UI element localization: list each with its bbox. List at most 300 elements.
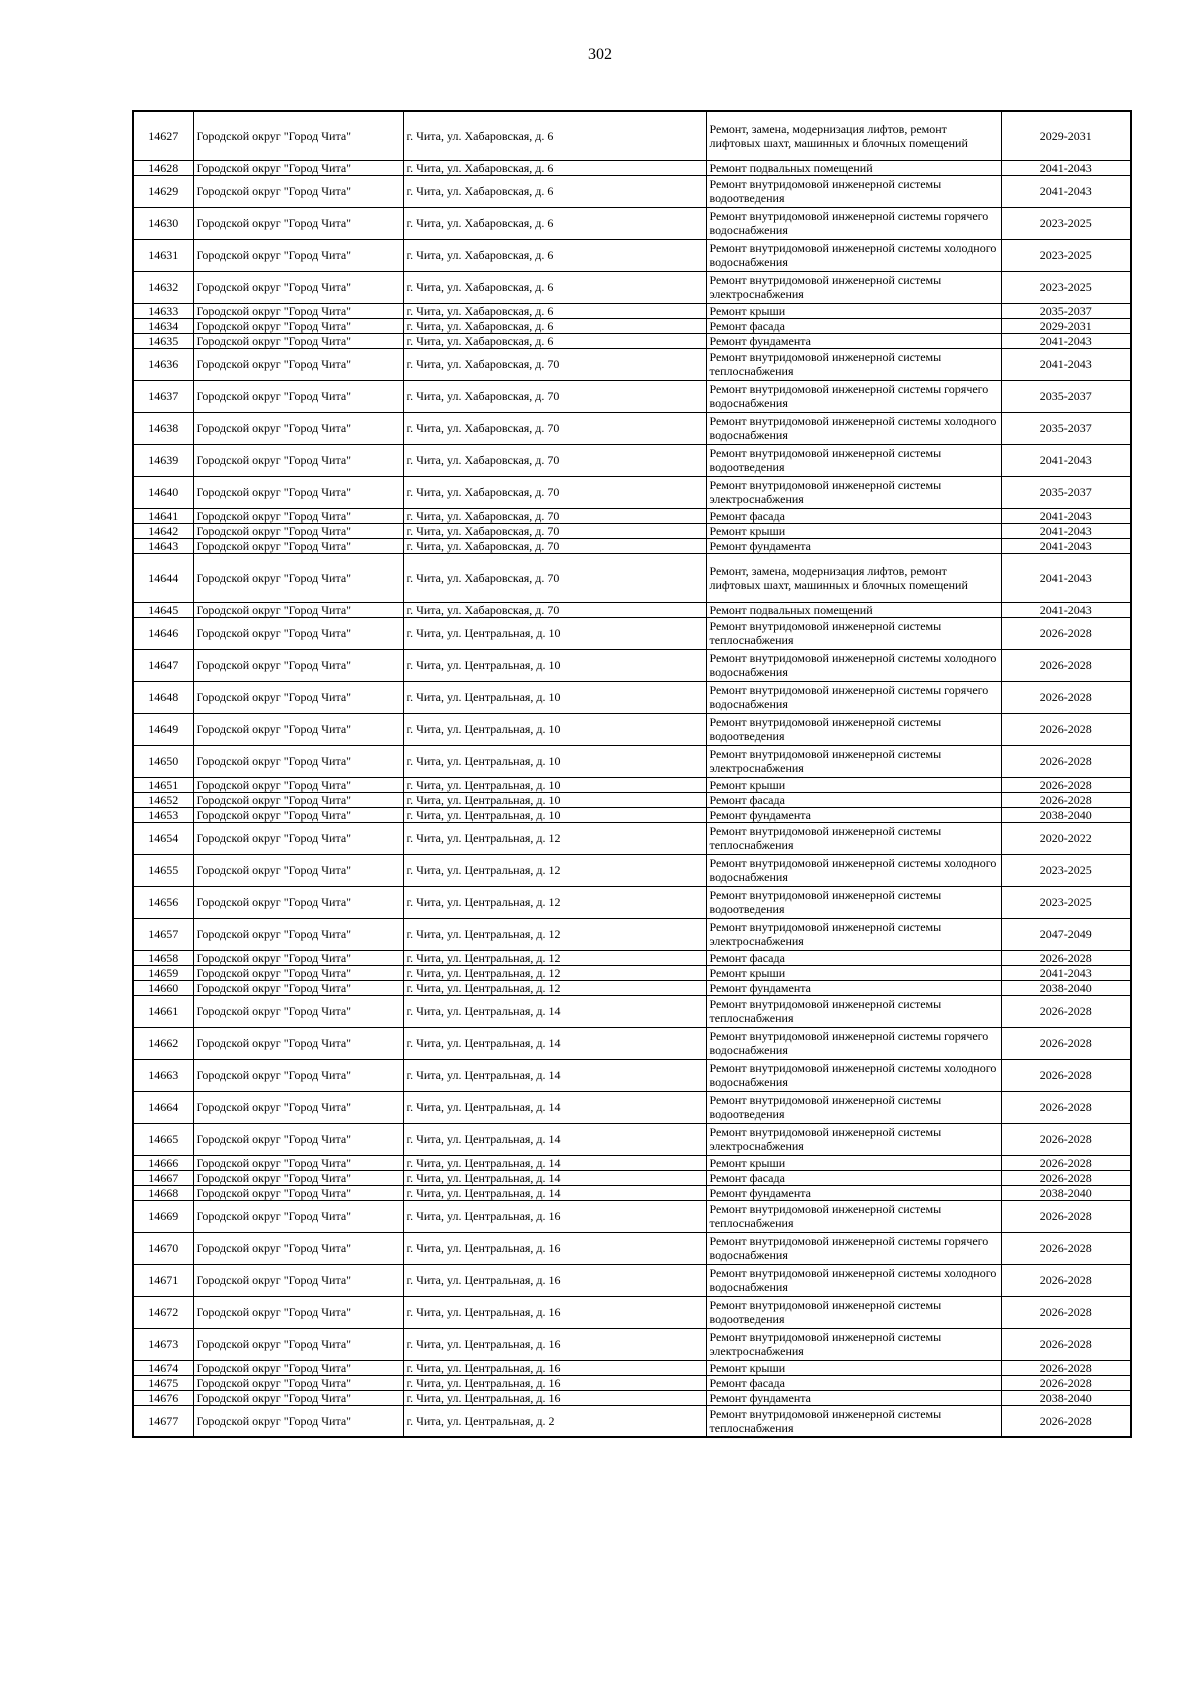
municipality-cell: Городской округ "Город Чита" <box>193 412 403 444</box>
table-row <box>133 1264 1131 1296</box>
municipality-cell: Городской округ "Город Чита" <box>193 523 403 538</box>
address-cell: г. Чита, ул. Хабаровская, д. 6 <box>403 111 706 160</box>
municipality-cell: Городской округ "Город Чита" <box>193 1328 403 1360</box>
address-cell: г. Чита, ул. Хабаровская, д. 6 <box>403 303 706 318</box>
municipality-cell: Городской округ "Город Чита" <box>193 1296 403 1328</box>
row-number: 14674 <box>133 1360 193 1375</box>
municipality-cell: Городской округ "Город Чита" <box>193 1185 403 1200</box>
row-number: 14629 <box>133 175 193 207</box>
row-number: 14657 <box>133 918 193 950</box>
work-type-cell: Ремонт внутридомовой инженерной системы горячего водоснабжения <box>706 1232 1001 1264</box>
address-cell: г. Чита, ул. Центральная, д. 10 <box>403 681 706 713</box>
period-cell: 2041-2043 <box>1001 175 1131 207</box>
work-type-cell: Ремонт крыши <box>706 965 1001 980</box>
row-number: 14672 <box>133 1296 193 1328</box>
row-number: 14648 <box>133 681 193 713</box>
row-number: 14627 <box>133 111 193 160</box>
row-number: 14662 <box>133 1027 193 1059</box>
period-cell: 2026-2028 <box>1001 995 1131 1027</box>
work-type-cell: Ремонт внутридомовой инженерной системы горячего водоснабжения <box>706 207 1001 239</box>
row-number: 14664 <box>133 1091 193 1123</box>
table-row <box>133 1027 1131 1059</box>
row-number: 14646 <box>133 617 193 649</box>
row-number: 14673 <box>133 1328 193 1360</box>
row-number: 14670 <box>133 1232 193 1264</box>
work-type-cell: Ремонт фундамента <box>706 980 1001 995</box>
municipality-cell: Городской округ "Город Чита" <box>193 1360 403 1375</box>
row-number: 14663 <box>133 1059 193 1091</box>
address-cell: г. Чита, ул. Хабаровская, д. 6 <box>403 239 706 271</box>
address-cell: г. Чита, ул. Центральная, д. 14 <box>403 1059 706 1091</box>
municipality-cell: Городской округ "Город Чита" <box>193 854 403 886</box>
address-cell: г. Чита, ул. Центральная, д. 14 <box>403 1027 706 1059</box>
table-row <box>133 918 1131 950</box>
address-cell: г. Чита, ул. Центральная, д. 14 <box>403 1170 706 1185</box>
table-row <box>133 1123 1131 1155</box>
period-cell: 2029-2031 <box>1001 111 1131 160</box>
work-type-cell: Ремонт внутридомовой инженерной системы теплоснабжения <box>706 348 1001 380</box>
period-cell: 2038-2040 <box>1001 1390 1131 1405</box>
work-type-cell: Ремонт внутридомовой инженерной системы электроснабжения <box>706 271 1001 303</box>
period-cell: 2023-2025 <box>1001 239 1131 271</box>
period-cell: 2023-2025 <box>1001 271 1131 303</box>
period-cell: 2041-2043 <box>1001 160 1131 175</box>
work-type-cell: Ремонт внутридомовой инженерной системы электроснабжения <box>706 476 1001 508</box>
work-type-cell: Ремонт внутридомовой инженерной системы водоотведения <box>706 1091 1001 1123</box>
table-row <box>133 239 1131 271</box>
table-row <box>133 523 1131 538</box>
municipality-cell: Городской округ "Город Чита" <box>193 1232 403 1264</box>
address-cell: г. Чита, ул. Центральная, д. 10 <box>403 649 706 681</box>
row-number: 14651 <box>133 777 193 792</box>
table-row <box>133 1296 1131 1328</box>
table-row <box>133 854 1131 886</box>
period-cell: 2026-2028 <box>1001 1360 1131 1375</box>
address-cell: г. Чита, ул. Хабаровская, д. 70 <box>403 602 706 617</box>
period-cell: 2026-2028 <box>1001 745 1131 777</box>
work-type-cell: Ремонт внутридомовой инженерной системы водоотведения <box>706 175 1001 207</box>
table-row <box>133 111 1131 160</box>
address-cell: г. Чита, ул. Центральная, д. 12 <box>403 965 706 980</box>
period-cell: 2026-2028 <box>1001 1296 1131 1328</box>
period-cell: 2035-2037 <box>1001 380 1131 412</box>
table-row <box>133 649 1131 681</box>
row-number: 14636 <box>133 348 193 380</box>
table-row <box>133 380 1131 412</box>
period-cell: 2041-2043 <box>1001 538 1131 553</box>
table-row <box>133 1390 1131 1405</box>
address-cell: г. Чита, ул. Хабаровская, д. 6 <box>403 207 706 239</box>
municipality-cell: Городской округ "Город Чита" <box>193 1091 403 1123</box>
address-cell: г. Чита, ул. Хабаровская, д. 70 <box>403 444 706 476</box>
work-type-cell: Ремонт крыши <box>706 777 1001 792</box>
municipality-cell: Городской округ "Город Чита" <box>193 1405 403 1437</box>
period-cell: 2026-2028 <box>1001 713 1131 745</box>
work-type-cell: Ремонт фасада <box>706 792 1001 807</box>
municipality-cell: Городской округ "Город Чита" <box>193 1123 403 1155</box>
work-type-cell: Ремонт фасада <box>706 1375 1001 1390</box>
address-cell: г. Чита, ул. Центральная, д. 12 <box>403 980 706 995</box>
period-cell: 2026-2028 <box>1001 777 1131 792</box>
period-cell: 2023-2025 <box>1001 207 1131 239</box>
municipality-cell: Городской округ "Город Чита" <box>193 508 403 523</box>
municipality-cell: Городской округ "Город Чита" <box>193 807 403 822</box>
row-number: 14650 <box>133 745 193 777</box>
row-number: 14655 <box>133 854 193 886</box>
address-cell: г. Чита, ул. Хабаровская, д. 70 <box>403 380 706 412</box>
period-cell: 2023-2025 <box>1001 886 1131 918</box>
period-cell: 2026-2028 <box>1001 1123 1131 1155</box>
period-cell: 2026-2028 <box>1001 1232 1131 1264</box>
period-cell: 2041-2043 <box>1001 348 1131 380</box>
period-cell: 2041-2043 <box>1001 508 1131 523</box>
work-type-cell: Ремонт внутридомовой инженерной системы электроснабжения <box>706 1123 1001 1155</box>
address-cell: г. Чита, ул. Хабаровская, д. 70 <box>403 538 706 553</box>
address-cell: г. Чита, ул. Хабаровская, д. 6 <box>403 160 706 175</box>
row-number: 14665 <box>133 1123 193 1155</box>
table-row <box>133 333 1131 348</box>
row-number: 14644 <box>133 553 193 602</box>
address-cell: г. Чита, ул. Центральная, д. 16 <box>403 1360 706 1375</box>
table-row <box>133 1155 1131 1170</box>
address-cell: г. Чита, ул. Хабаровская, д. 70 <box>403 523 706 538</box>
row-number: 14645 <box>133 602 193 617</box>
period-cell: 2026-2028 <box>1001 950 1131 965</box>
address-cell: г. Чита, ул. Центральная, д. 12 <box>403 950 706 965</box>
period-cell: 2041-2043 <box>1001 444 1131 476</box>
table-row <box>133 1405 1131 1437</box>
table-row <box>133 1091 1131 1123</box>
work-type-cell: Ремонт внутридомовой инженерной системы водоотведения <box>706 444 1001 476</box>
municipality-cell: Городской округ "Город Чита" <box>193 538 403 553</box>
address-cell: г. Чита, ул. Центральная, д. 10 <box>403 807 706 822</box>
municipality-cell: Городской округ "Город Чита" <box>193 348 403 380</box>
row-number: 14642 <box>133 523 193 538</box>
row-number: 14668 <box>133 1185 193 1200</box>
municipality-cell: Городской округ "Город Чита" <box>193 602 403 617</box>
address-cell: г. Чита, ул. Хабаровская, д. 70 <box>403 348 706 380</box>
work-type-cell: Ремонт фундамента <box>706 1390 1001 1405</box>
table-row <box>133 207 1131 239</box>
work-type-cell: Ремонт крыши <box>706 523 1001 538</box>
period-cell: 2026-2028 <box>1001 1170 1131 1185</box>
work-type-cell: Ремонт фундамента <box>706 807 1001 822</box>
period-cell: 2026-2028 <box>1001 649 1131 681</box>
address-cell: г. Чита, ул. Центральная, д. 16 <box>403 1264 706 1296</box>
row-number: 14669 <box>133 1200 193 1232</box>
period-cell: 2026-2028 <box>1001 1091 1131 1123</box>
address-cell: г. Чита, ул. Хабаровская, д. 6 <box>403 271 706 303</box>
period-cell: 2026-2028 <box>1001 681 1131 713</box>
row-number: 14638 <box>133 412 193 444</box>
municipality-cell: Городской округ "Город Чита" <box>193 792 403 807</box>
work-type-cell: Ремонт подвальных помещений <box>706 160 1001 175</box>
table-row <box>133 1170 1131 1185</box>
row-number: 14660 <box>133 980 193 995</box>
municipality-cell: Городской округ "Город Чита" <box>193 303 403 318</box>
row-number: 14641 <box>133 508 193 523</box>
work-type-cell: Ремонт фундамента <box>706 538 1001 553</box>
work-type-cell: Ремонт фасада <box>706 1170 1001 1185</box>
municipality-cell: Городской округ "Город Чита" <box>193 822 403 854</box>
page-number: 302 <box>588 46 612 63</box>
row-number: 14630 <box>133 207 193 239</box>
municipality-cell: Городской округ "Город Чита" <box>193 444 403 476</box>
table-row <box>133 1328 1131 1360</box>
work-type-cell: Ремонт внутридомовой инженерной системы холодного водоснабжения <box>706 239 1001 271</box>
municipality-cell: Городской округ "Город Чита" <box>193 1264 403 1296</box>
work-type-cell: Ремонт фасада <box>706 950 1001 965</box>
municipality-cell: Городской округ "Город Чита" <box>193 333 403 348</box>
table-body <box>133 111 1131 1437</box>
table-row <box>133 538 1131 553</box>
row-number: 14659 <box>133 965 193 980</box>
municipality-cell: Городской округ "Город Чита" <box>193 1027 403 1059</box>
municipality-cell: Городской округ "Город Чита" <box>193 1390 403 1405</box>
table-row <box>133 950 1131 965</box>
address-cell: г. Чита, ул. Центральная, д. 16 <box>403 1200 706 1232</box>
table-row <box>133 681 1131 713</box>
address-cell: г. Чита, ул. Центральная, д. 10 <box>403 745 706 777</box>
work-type-cell: Ремонт внутридомовой инженерной системы теплоснабжения <box>706 822 1001 854</box>
municipality-cell: Городской округ "Город Чита" <box>193 239 403 271</box>
row-number: 14643 <box>133 538 193 553</box>
row-number: 14666 <box>133 1155 193 1170</box>
row-number: 14637 <box>133 380 193 412</box>
table-row <box>133 745 1131 777</box>
row-number: 14635 <box>133 333 193 348</box>
municipality-cell: Городской округ "Город Чита" <box>193 1155 403 1170</box>
table-row <box>133 713 1131 745</box>
work-type-cell: Ремонт фундамента <box>706 1185 1001 1200</box>
address-cell: г. Чита, ул. Центральная, д. 12 <box>403 918 706 950</box>
row-number: 14640 <box>133 476 193 508</box>
municipality-cell: Городской округ "Город Чита" <box>193 553 403 602</box>
period-cell: 2038-2040 <box>1001 1185 1131 1200</box>
municipality-cell: Городской округ "Город Чита" <box>193 1059 403 1091</box>
address-cell: г. Чита, ул. Хабаровская, д. 70 <box>403 412 706 444</box>
address-cell: г. Чита, ул. Центральная, д. 10 <box>403 713 706 745</box>
table-row <box>133 318 1131 333</box>
table-row <box>133 807 1131 822</box>
table-row <box>133 777 1131 792</box>
table-row <box>133 553 1131 602</box>
municipality-cell: Городской округ "Город Чита" <box>193 175 403 207</box>
table-row <box>133 602 1131 617</box>
period-cell: 2026-2028 <box>1001 1155 1131 1170</box>
work-type-cell: Ремонт внутридомовой инженерной системы холодного водоснабжения <box>706 412 1001 444</box>
address-cell: г. Чита, ул. Центральная, д. 10 <box>403 777 706 792</box>
row-number: 14634 <box>133 318 193 333</box>
period-cell: 2026-2028 <box>1001 1375 1131 1390</box>
work-type-cell: Ремонт фасада <box>706 318 1001 333</box>
period-cell: 2026-2028 <box>1001 1059 1131 1091</box>
repair-schedule-table <box>132 110 1132 1438</box>
work-type-cell: Ремонт внутридомовой инженерной системы холодного водоснабжения <box>706 1264 1001 1296</box>
municipality-cell: Городской округ "Город Чита" <box>193 777 403 792</box>
period-cell: 2026-2028 <box>1001 1200 1131 1232</box>
work-type-cell: Ремонт внутридомовой инженерной системы теплоснабжения <box>706 1200 1001 1232</box>
period-cell: 2026-2028 <box>1001 1405 1131 1437</box>
work-type-cell: Ремонт, замена, модернизация лифтов, ремонт лифтовых шахт, машинных и блочных помещений <box>706 111 1001 160</box>
table-row <box>133 886 1131 918</box>
period-cell: 2035-2037 <box>1001 476 1131 508</box>
municipality-cell: Городской округ "Город Чита" <box>193 380 403 412</box>
municipality-cell: Городской округ "Город Чита" <box>193 918 403 950</box>
row-number: 14649 <box>133 713 193 745</box>
table-row <box>133 271 1131 303</box>
address-cell: г. Чита, ул. Хабаровская, д. 6 <box>403 333 706 348</box>
work-type-cell: Ремонт внутридомовой инженерной системы теплоснабжения <box>706 617 1001 649</box>
municipality-cell: Городской округ "Город Чита" <box>193 1200 403 1232</box>
row-number: 14667 <box>133 1170 193 1185</box>
table-row <box>133 1232 1131 1264</box>
period-cell: 2041-2043 <box>1001 553 1131 602</box>
period-cell: 2047-2049 <box>1001 918 1131 950</box>
row-number: 14658 <box>133 950 193 965</box>
work-type-cell: Ремонт внутридомовой инженерной системы горячего водоснабжения <box>706 380 1001 412</box>
work-type-cell: Ремонт внутридомовой инженерной системы холодного водоснабжения <box>706 854 1001 886</box>
table-row <box>133 1200 1131 1232</box>
period-cell: 2029-2031 <box>1001 318 1131 333</box>
work-type-cell: Ремонт внутридомовой инженерной системы водоотведения <box>706 1296 1001 1328</box>
address-cell: г. Чита, ул. Центральная, д. 14 <box>403 1185 706 1200</box>
address-cell: г. Чита, ул. Центральная, д. 14 <box>403 1091 706 1123</box>
work-type-cell: Ремонт внутридомовой инженерной системы электроснабжения <box>706 918 1001 950</box>
work-type-cell: Ремонт внутридомовой инженерной системы электроснабжения <box>706 745 1001 777</box>
municipality-cell: Городской округ "Город Чита" <box>193 950 403 965</box>
municipality-cell: Городской округ "Город Чита" <box>193 681 403 713</box>
address-cell: г. Чита, ул. Центральная, д. 14 <box>403 1123 706 1155</box>
work-type-cell: Ремонт внутридомовой инженерной системы теплоснабжения <box>706 995 1001 1027</box>
municipality-cell: Городской округ "Город Чита" <box>193 476 403 508</box>
row-number: 14677 <box>133 1405 193 1437</box>
period-cell: 2023-2025 <box>1001 854 1131 886</box>
work-type-cell: Ремонт внутридомовой инженерной системы электроснабжения <box>706 1328 1001 1360</box>
municipality-cell: Городской округ "Город Чита" <box>193 745 403 777</box>
period-cell: 2035-2037 <box>1001 412 1131 444</box>
address-cell: г. Чита, ул. Хабаровская, д. 6 <box>403 175 706 207</box>
row-number: 14656 <box>133 886 193 918</box>
period-cell: 2026-2028 <box>1001 1264 1131 1296</box>
work-type-cell: Ремонт крыши <box>706 303 1001 318</box>
address-cell: г. Чита, ул. Центральная, д. 16 <box>403 1390 706 1405</box>
row-number: 14632 <box>133 271 193 303</box>
address-cell: г. Чита, ул. Центральная, д. 10 <box>403 617 706 649</box>
work-type-cell: Ремонт внутридомовой инженерной системы горячего водоснабжения <box>706 1027 1001 1059</box>
repair-schedule-table-container <box>132 110 1130 1438</box>
address-cell: г. Чита, ул. Центральная, д. 16 <box>403 1328 706 1360</box>
municipality-cell: Городской округ "Город Чита" <box>193 1375 403 1390</box>
table-row <box>133 965 1131 980</box>
address-cell: г. Чита, ул. Хабаровская, д. 70 <box>403 508 706 523</box>
row-number: 14675 <box>133 1375 193 1390</box>
row-number: 14676 <box>133 1390 193 1405</box>
period-cell: 2026-2028 <box>1001 1328 1131 1360</box>
table-row <box>133 1059 1131 1091</box>
period-cell: 2026-2028 <box>1001 617 1131 649</box>
period-cell: 2026-2028 <box>1001 792 1131 807</box>
table-row <box>133 508 1131 523</box>
period-cell: 2041-2043 <box>1001 523 1131 538</box>
table-row <box>133 617 1131 649</box>
address-cell: г. Чита, ул. Центральная, д. 12 <box>403 822 706 854</box>
table-row <box>133 476 1131 508</box>
work-type-cell: Ремонт внутридомовой инженерной системы водоотведения <box>706 886 1001 918</box>
municipality-cell: Городской округ "Город Чита" <box>193 1170 403 1185</box>
municipality-cell: Городской округ "Город Чита" <box>193 980 403 995</box>
municipality-cell: Городской округ "Город Чита" <box>193 965 403 980</box>
table-row <box>133 303 1131 318</box>
table-row <box>133 1185 1131 1200</box>
work-type-cell: Ремонт внутридомовой инженерной системы горячего водоснабжения <box>706 681 1001 713</box>
municipality-cell: Городской округ "Город Чита" <box>193 617 403 649</box>
municipality-cell: Городской округ "Город Чита" <box>193 160 403 175</box>
municipality-cell: Городской округ "Город Чита" <box>193 271 403 303</box>
row-number: 14653 <box>133 807 193 822</box>
period-cell: 2035-2037 <box>1001 303 1131 318</box>
table-row <box>133 792 1131 807</box>
municipality-cell: Городской округ "Город Чита" <box>193 318 403 333</box>
period-cell: 2020-2022 <box>1001 822 1131 854</box>
work-type-cell: Ремонт фасада <box>706 508 1001 523</box>
period-cell: 2041-2043 <box>1001 333 1131 348</box>
address-cell: г. Чита, ул. Центральная, д. 12 <box>403 854 706 886</box>
table-row <box>133 980 1131 995</box>
work-type-cell: Ремонт подвальных помещений <box>706 602 1001 617</box>
row-number: 14652 <box>133 792 193 807</box>
table-row <box>133 160 1131 175</box>
address-cell: г. Чита, ул. Хабаровская, д. 6 <box>403 318 706 333</box>
municipality-cell: Городской округ "Город Чита" <box>193 886 403 918</box>
municipality-cell: Городской округ "Город Чита" <box>193 649 403 681</box>
row-number: 14654 <box>133 822 193 854</box>
table-row <box>133 348 1131 380</box>
table-row <box>133 412 1131 444</box>
row-number: 14647 <box>133 649 193 681</box>
municipality-cell: Городской округ "Город Чита" <box>193 713 403 745</box>
row-number: 14661 <box>133 995 193 1027</box>
row-number: 14639 <box>133 444 193 476</box>
address-cell: г. Чита, ул. Центральная, д. 16 <box>403 1375 706 1390</box>
row-number: 14633 <box>133 303 193 318</box>
table-row <box>133 175 1131 207</box>
period-cell: 2038-2040 <box>1001 980 1131 995</box>
table-row <box>133 822 1131 854</box>
municipality-cell: Городской округ "Город Чита" <box>193 111 403 160</box>
work-type-cell: Ремонт крыши <box>706 1360 1001 1375</box>
address-cell: г. Чита, ул. Центральная, д. 2 <box>403 1405 706 1437</box>
work-type-cell: Ремонт внутридомовой инженерной системы водоотведения <box>706 713 1001 745</box>
work-type-cell: Ремонт крыши <box>706 1155 1001 1170</box>
address-cell: г. Чита, ул. Центральная, д. 12 <box>403 886 706 918</box>
period-cell: 2041-2043 <box>1001 602 1131 617</box>
address-cell: г. Чита, ул. Хабаровская, д. 70 <box>403 553 706 602</box>
period-cell: 2041-2043 <box>1001 965 1131 980</box>
work-type-cell: Ремонт внутридомовой инженерной системы холодного водоснабжения <box>706 649 1001 681</box>
address-cell: г. Чита, ул. Центральная, д. 14 <box>403 995 706 1027</box>
address-cell: г. Чита, ул. Хабаровская, д. 70 <box>403 476 706 508</box>
table-row <box>133 1360 1131 1375</box>
row-number: 14631 <box>133 239 193 271</box>
address-cell: г. Чита, ул. Центральная, д. 14 <box>403 1155 706 1170</box>
row-number: 14671 <box>133 1264 193 1296</box>
row-number: 14628 <box>133 160 193 175</box>
table-row <box>133 1375 1131 1390</box>
table-row <box>133 995 1131 1027</box>
work-type-cell: Ремонт внутридомовой инженерной системы теплоснабжения <box>706 1405 1001 1437</box>
address-cell: г. Чита, ул. Центральная, д. 10 <box>403 792 706 807</box>
